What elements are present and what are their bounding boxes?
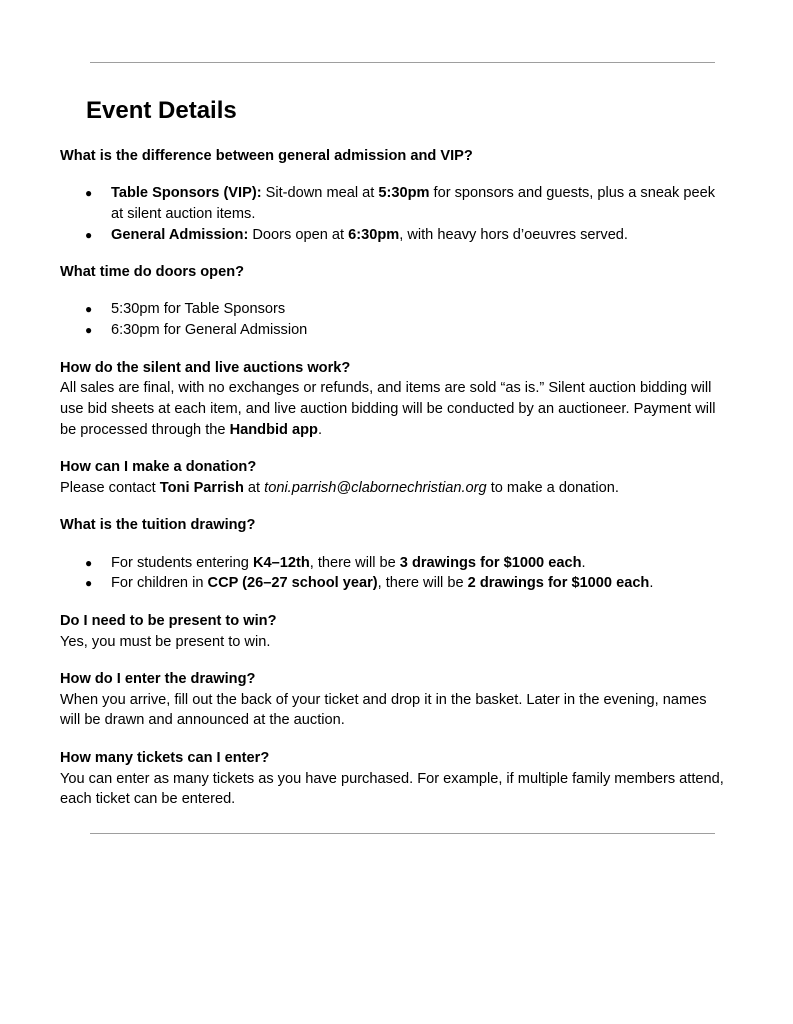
faq-question-enter-drawing: How do I enter the drawing? (60, 670, 256, 687)
contact-name: Toni Parrish (159, 480, 244, 497)
bullet-icon: ● (85, 576, 93, 591)
bullet-icon: ● (85, 227, 93, 242)
ga-label: General Admission: (111, 226, 249, 243)
bullet-icon: ● (85, 555, 93, 570)
bottom-divider (90, 833, 715, 834)
doors-item-text: 6:30pm for General Admission (111, 322, 308, 339)
list-item (60, 183, 725, 225)
tuition-grade: CCP (26–27 school year) (207, 575, 378, 592)
tuition-text: . (581, 554, 586, 571)
tuition-text: For students entering (111, 554, 253, 571)
faq-question-doors: What time do doors open? (60, 264, 245, 281)
faq-question-tickets: How many tickets can I enter? (60, 749, 270, 766)
handbid-app: Handbid app (229, 421, 318, 438)
doors-item-text: 5:30pm for Table Sponsors (111, 301, 286, 318)
faq-question-donation: How can I make a donation? (60, 459, 257, 476)
admission-list (60, 183, 725, 245)
tuition-text: . (649, 575, 654, 592)
donation-text-1: Please contact (60, 480, 160, 497)
doors-list (60, 299, 725, 341)
bullet-icon: ● (85, 302, 93, 317)
vip-time: 5:30pm (378, 185, 430, 202)
donation-text-3: to make a donation. (486, 480, 619, 497)
faq-answer-enter-drawing: When you arrive, fill out the back of your ticket and drop it in the basket. Later in the evening, names will be drawn and announced at the auction. (60, 691, 707, 729)
tuition-grade: K4–12th (252, 554, 310, 571)
faq-question-tuition: What is the tuition drawing? (60, 517, 256, 534)
faq-answer-donation (60, 478, 725, 499)
tuition-drawings: 2 drawings for $1000 each (467, 575, 650, 592)
list-item (60, 299, 725, 320)
vip-label: Table Sponsors (VIP): (111, 185, 262, 202)
faq-question-present: Do I need to be present to win? (60, 612, 277, 629)
ga-time: 6:30pm (348, 226, 400, 243)
faq-question-admission: What is the difference between general admission and VIP? (60, 148, 473, 164)
list-item (60, 573, 725, 594)
top-divider (90, 62, 715, 63)
bullet-icon: ● (85, 323, 93, 338)
ga-text-2: , with heavy hors d’oeuvres served. (399, 226, 628, 243)
tuition-list (60, 553, 725, 595)
tuition-text: , there will be (377, 575, 468, 592)
tuition-text: , there will be (309, 554, 400, 571)
list-item (60, 225, 725, 246)
auctions-text-2: . (317, 421, 323, 438)
faq-answer-tickets: You can enter as many tickets as you have purchased. For example, if multiple family members attend, each ticket can be entered. (60, 770, 724, 808)
tuition-text: For children in (111, 575, 208, 592)
tuition-drawings: 3 drawings for $1000 each (399, 554, 582, 571)
faq-answer-present: Yes, you must be present to win. (60, 633, 271, 650)
faq-content (60, 146, 725, 810)
auctions-text-1: All sales are final, with no exchanges or refunds, and items are sold “as is.” Silent auction bidding will use bid sheets at each item, and live auction bidding will be conducted by an auctioneer. Payment will be processed through the (60, 380, 716, 438)
donation-text-2: at (243, 480, 265, 497)
contact-email: toni.parrish@clabornechristian.org (264, 480, 487, 497)
bullet-icon: ● (85, 186, 93, 201)
vip-text-2: for sponsors and guests, plus a sneak peek at silent auction items. (111, 185, 716, 223)
vip-text-1: Sit-down meal at (261, 185, 379, 202)
page-title: Event Details (86, 97, 237, 124)
list-item (60, 553, 725, 574)
faq-answer-auctions (60, 378, 725, 440)
ga-text-1: Doors open at (248, 226, 349, 243)
list-item (60, 320, 725, 341)
faq-question-auctions: How do the silent and live auctions work? (60, 359, 351, 376)
